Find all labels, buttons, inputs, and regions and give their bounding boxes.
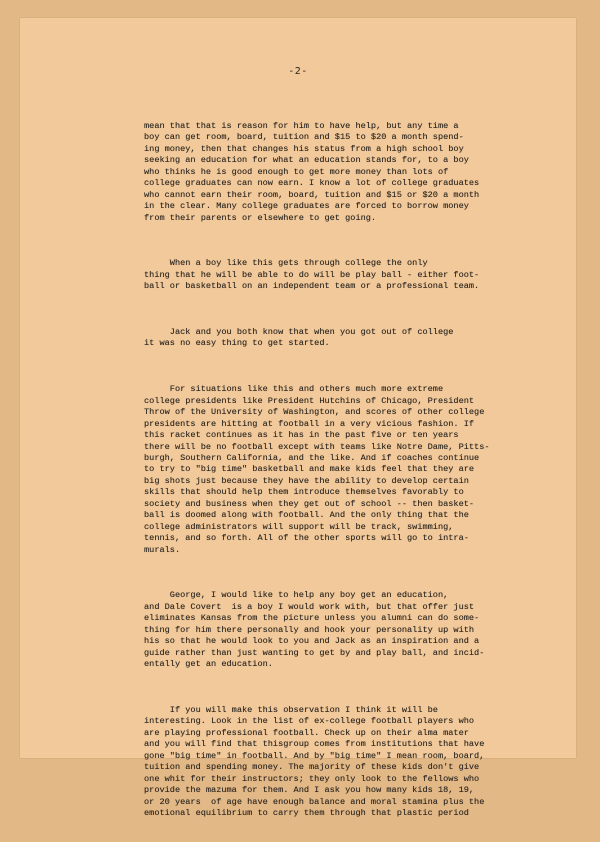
paragraph-4: For situations like this and others much more extreme college presidents like President Hutchins of Chicago, President Throw of the University of Washington, and scores of other college presidents are hitting at football in a very vicious fashion. If this racket continues as it has in the past five or ten years there will be no football except with teams like Notre Dame, Pitts- burgh, Southern California, and the like. And if coaches continue to try to "big time" basketball and make kids feel that they are big shots just because they have the ability to develop certain skills that should help them introduce themselves favorably to society and business when they get out of school -- then basket- ball is doomed along with football. And the only thing that the college administrators will support will be track, swimming, tennis, and so forth. All of the other sports will go to intra- murals. — [144, 384, 490, 555]
paragraph-1: mean that that is reason for him to have help, but any time a boy can get room, board, tuition and $15 to $20 a month spend- ing money, then that changes his status from a high school boy seeking an education for what an education stands for, to a boy who thinks he is good enough to get more money than lots of college graduates can now earn. I know a lot of college graduates who cannot earn their room, board, tuition and $15 or $20 a month in the clear. Many college graduates are forced to borrow money from their parents or elsewhere to get going. — [144, 120, 480, 223]
letter-body — [144, 98, 554, 842]
paragraph-5: George, I would like to help any boy get an education, and Dale Covert is a boy I would work with, but that offer just eliminates Kansas from the picture unless you alumni can do some- thing for him there personally and hook your personality up with his so that he would look to you and Jack as an inspiration and a guide rather than just wanting to get by and play ball, and incid- entally get an education. — [144, 590, 485, 670]
paragraph-3: Jack and you both know that when you got out of college it was no easy thing to get started. — [144, 327, 454, 349]
paragraph-6: If you will make this observation I think it will be interesting. Look in the list of ex-college football players who are playing professional football. Check up on their alma mater and you will find that thisgroup comes from institutions that have gone "big time" in football. And by "big time" I mean room, board, tuition and spending money. The majority of these kids don't give one whit for their instructors; they only look to the fellows who provide the mazuma for them. And I ask you how many kids 18, 19, or 20 years of age have enough balance and moral stamina plus the emotional equilibrium to carry them through that plastic period — [144, 704, 485, 819]
paragraph-2: When a boy like this gets through college the only thing that he will be able to do will be play ball - either foot- ball or basketball on an independent team or a professional team. — [144, 258, 480, 292]
document-page — [20, 18, 576, 819]
page-number: -2- — [288, 66, 308, 77]
